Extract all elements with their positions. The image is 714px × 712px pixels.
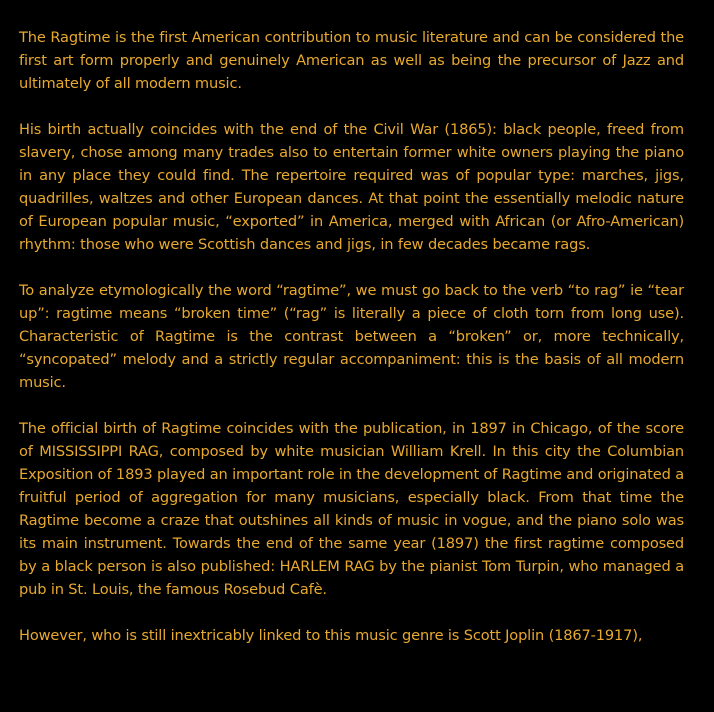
paragraph-scott-joplin: However, who is still inextricably linked to this music genre is Scott Joplin (1867-1917), <box>19 627 643 644</box>
paragraph-intro: The Ragtime is the first American contribution to music literature and can be considered the first art form properly and genuinely American as well as being the precursor of Jazz and ultimately of all modern music. <box>19 29 684 92</box>
paragraph-etymology: To analyze etymologically the word “ragtime”, we must go back to the verb “to rag” ie “tear up”: ragtime means “broken time” (“rag” is literally a piece of cloth torn from long use). Characteristic of Ragtime is the contrast between a “broken” or, more technically, “syncopated” melody and a strictly regular accompaniment: this is the basis of all modern music. <box>19 282 684 391</box>
paragraph-official-birth: The official birth of Ragtime coincides with the publication, in 1897 in Chicago, of the score of MISSISSIPPI RAG, composed by white musician William Krell. In this city the Columbian Exposition of 1893 played an important role in the development of Ragtime and originated a fruitful period of aggregation for many musicians, especially black. From that time the Ragtime become a craze that outshines all kinds of music in vogue, and the piano solo was its main instrument. Towards the end of the same year (1897) the first ragtime composed by a black person is also published: HARLEM RAG by the pianist Tom Turpin, who managed a pub in St. Louis, the famous Rosebud Cafè. <box>19 420 684 598</box>
article-text <box>19 26 684 647</box>
paragraph-civil-war: His birth actually coincides with the end of the Civil War (1865): black people, freed from slavery, chose among many trades also to entertain former white owners playing the piano in any place they could find. The repertoire required was of popular type: marches, jigs, quadrilles, waltzes and other European dances. At that point the essentially melodic nature of European popular music, “exported” in America, merged with African (or Afro-American) rhythm: those who were Scottish dances and jigs, in few decades became rags. <box>19 121 684 253</box>
